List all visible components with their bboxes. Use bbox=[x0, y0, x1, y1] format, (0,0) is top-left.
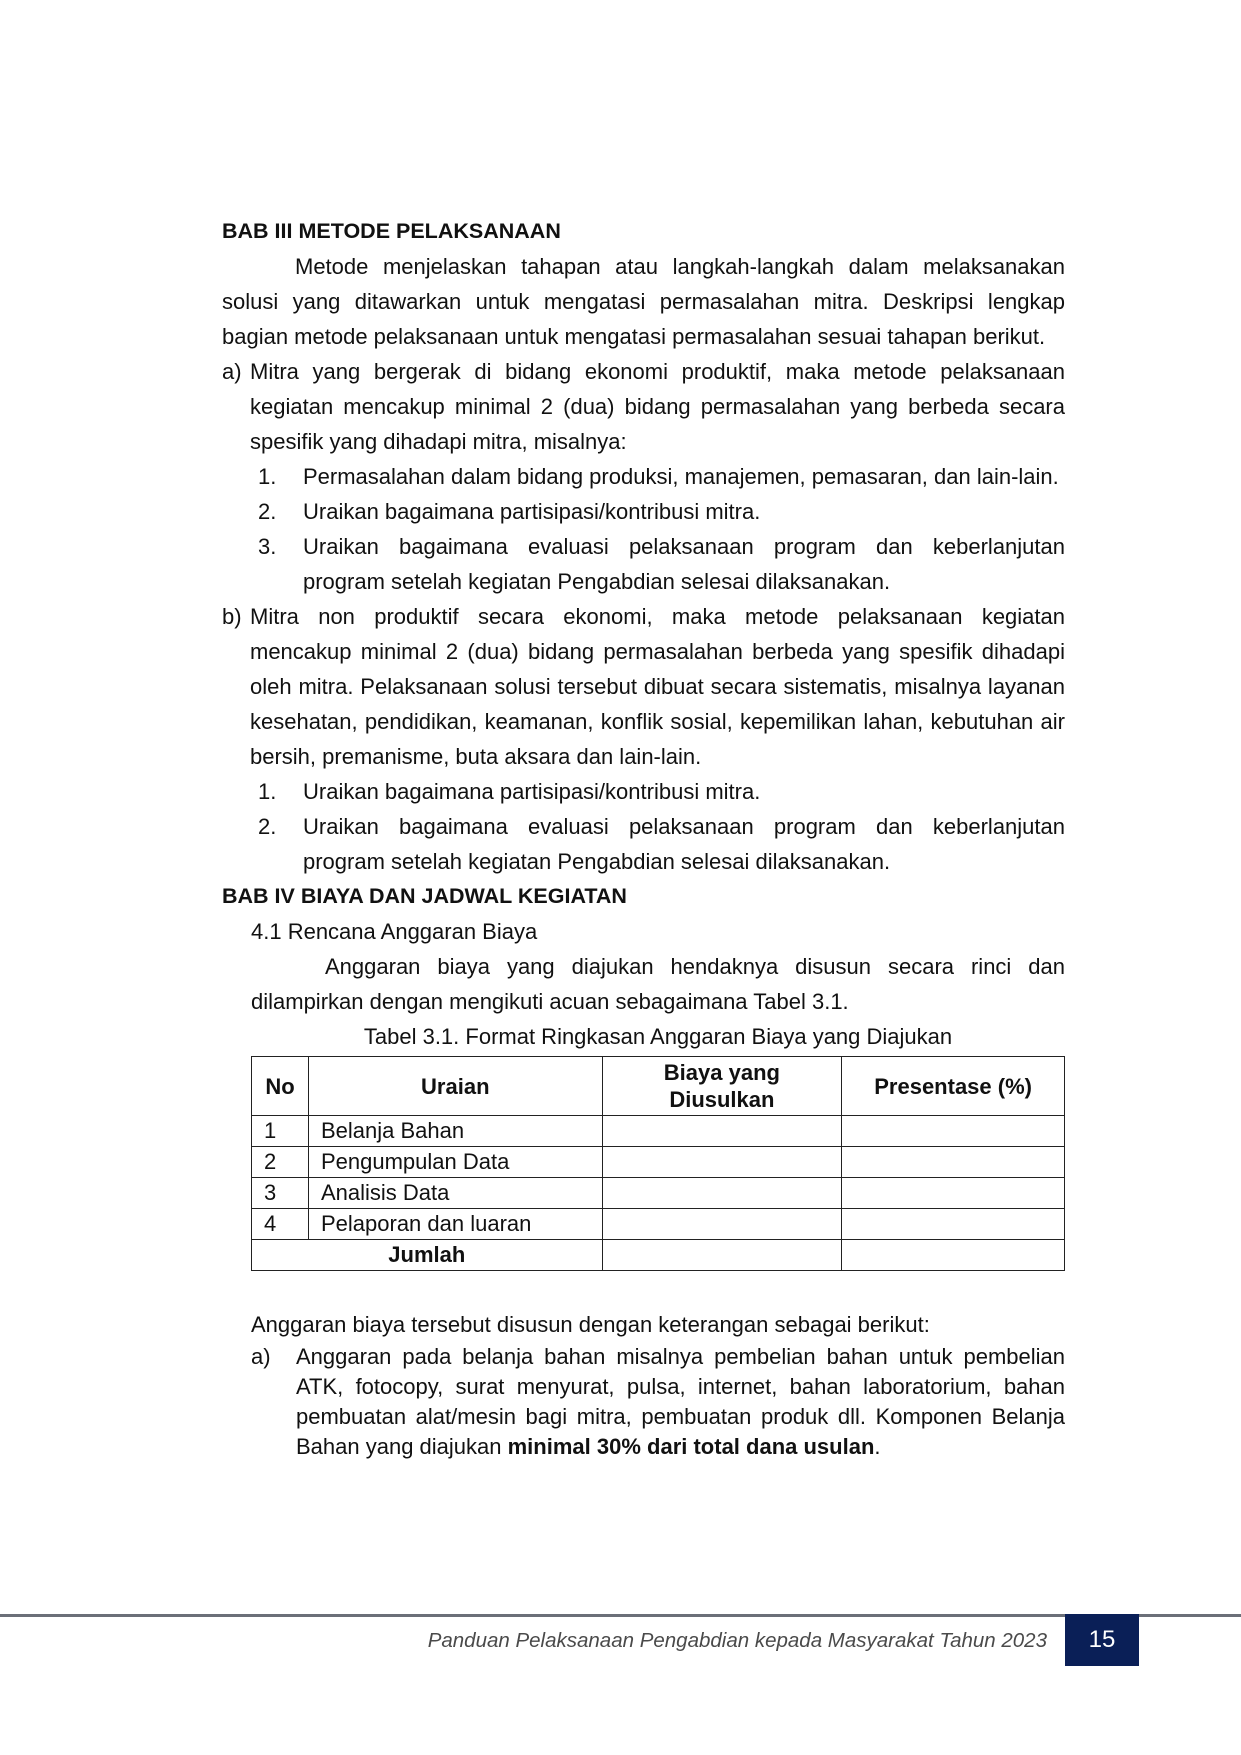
cell-total-biaya bbox=[602, 1240, 842, 1271]
cell-total-presentase bbox=[842, 1240, 1065, 1271]
list-marker: 3. bbox=[258, 534, 277, 559]
cell-uraian: Pengumpulan Data bbox=[308, 1147, 602, 1178]
bab3-item-a bbox=[222, 354, 1065, 459]
table-header-row bbox=[252, 1057, 1065, 1116]
header-presentase: Presentase (%) bbox=[842, 1057, 1065, 1116]
table-row bbox=[252, 1178, 1065, 1209]
cell-presentase bbox=[842, 1178, 1065, 1209]
list-text: Uraikan bagaimana evaluasi pelaksanaan program dan keberlanjutan program setelah kegiatan Pengabdian selesai dilaksanakan. bbox=[303, 814, 1065, 874]
list-marker: a) bbox=[251, 1344, 271, 1369]
bab4-subtitle: 4.1 Rencana Anggaran Biaya bbox=[251, 919, 538, 944]
header-biaya: Biaya yang Diusulkan bbox=[602, 1057, 842, 1116]
list-text bbox=[296, 1342, 1065, 1462]
list-marker: b) bbox=[222, 604, 242, 629]
list-text-end: . bbox=[874, 1434, 881, 1459]
list-text: Uraikan bagaimana partisipasi/kontribusi mitra. bbox=[303, 499, 761, 524]
list-text: Uraikan bagaimana partisipasi/kontribusi mitra. bbox=[303, 779, 761, 804]
footer-divider bbox=[0, 1614, 1241, 1617]
cell-presentase bbox=[842, 1116, 1065, 1147]
table-row bbox=[252, 1147, 1065, 1178]
cell-uraian: Pelaporan dan luaran bbox=[308, 1209, 602, 1240]
cell-biaya bbox=[602, 1209, 842, 1240]
cell-no: 2 bbox=[252, 1147, 309, 1178]
list-text: Mitra non produktif secara ekonomi, maka metode pelaksanaan kegiatan mencakup minimal 2 (dua) bidang permasalahan berbeda yang spesifik dihadapi oleh mitra. Pelaksanaan solusi tersebut dibuat secara sistematis, misalnya layanan kesehatan, pendidikan, keamanan, konflik sosial, kepemilikan lahan, kebutuhan air bersih, premanisme, buta aksara dan lain-lain. bbox=[250, 604, 1065, 769]
list-text-bold: minimal 30% dari total dana usulan bbox=[507, 1434, 875, 1459]
bab3-heading: BAB III METODE PELAKSANAAN bbox=[222, 219, 561, 243]
cell-presentase bbox=[842, 1209, 1065, 1240]
cell-uraian: Belanja Bahan bbox=[308, 1116, 602, 1147]
table-row bbox=[252, 1209, 1065, 1240]
cell-uraian: Analisis Data bbox=[308, 1178, 602, 1209]
bab4-item-a bbox=[222, 1342, 1065, 1462]
bab4-intro-text: Anggaran biaya yang diajukan hendaknya disusun secara rinci dan dilampirkan dengan mengikuti acuan sebagaimana Tabel 3.1. bbox=[251, 954, 1065, 1014]
table-row bbox=[252, 1116, 1065, 1147]
bab3-b-item-1 bbox=[222, 774, 1065, 809]
cell-presentase bbox=[842, 1147, 1065, 1178]
bab3-a-item-1 bbox=[222, 459, 1065, 494]
bab4-heading: BAB IV BIAYA DAN JADWAL KEGIATAN bbox=[222, 884, 627, 908]
list-text-start: Anggaran pada belanja bahan misalnya pembelian bahan untuk pembelian ATK, fotocopy, surat menyurat, pulsa, internet, bahan laboratorium, bahan pembuatan alat/mesin bagi mitra, pembuatan produk dll. Komponen Belanja Bahan yang diajukan bbox=[296, 1344, 1065, 1459]
bab3-b-item-2 bbox=[222, 809, 1065, 879]
table-caption: Tabel 3.1. Format Ringkasan Anggaran Biaya yang Diajukan bbox=[363, 1024, 953, 1049]
list-marker: 1. bbox=[258, 779, 277, 804]
cell-no: 4 bbox=[252, 1209, 309, 1240]
list-marker: 2. bbox=[258, 814, 277, 839]
cell-no: 1 bbox=[252, 1116, 309, 1147]
bab3-a-item-2 bbox=[222, 494, 1065, 529]
footer-title: Panduan Pelaksanaan Pengabdian kepada Masyarakat Tahun 2023 bbox=[427, 1629, 1047, 1652]
budget-table bbox=[251, 1056, 1065, 1271]
bab4-intro bbox=[222, 949, 1065, 1019]
cell-biaya bbox=[602, 1116, 842, 1147]
table-total-row bbox=[252, 1240, 1065, 1271]
list-marker: 2. bbox=[258, 499, 277, 524]
cell-total-label: Jumlah bbox=[252, 1240, 603, 1271]
page-number: 15 bbox=[1065, 1614, 1139, 1666]
header-no: No bbox=[252, 1057, 309, 1116]
after-table-text: Anggaran biaya tersebut disusun dengan keterangan sebagai berikut: bbox=[251, 1312, 930, 1337]
cell-biaya bbox=[602, 1178, 842, 1209]
list-marker: 1. bbox=[258, 464, 277, 489]
list-text: Uraikan bagaimana evaluasi pelaksanaan program dan keberlanjutan program setelah kegiatan Pengabdian selesai dilaksanakan. bbox=[303, 534, 1065, 594]
document-body bbox=[222, 214, 1065, 1462]
header-uraian: Uraian bbox=[308, 1057, 602, 1116]
bab3-intro: Metode menjelaskan tahapan atau langkah-langkah dalam melaksanakan solusi yang ditawarkan untuk mengatasi permasalahan mitra. Deskripsi lengkap bagian metode pelaksanaan untuk mengatasi permasalahan sesuai tahapan berikut. bbox=[222, 254, 1065, 349]
bab3-item-b bbox=[222, 599, 1065, 774]
bab3-a-item-3 bbox=[222, 529, 1065, 599]
cell-biaya bbox=[602, 1147, 842, 1178]
list-text: Mitra yang bergerak di bidang ekonomi produktif, maka metode pelaksanaan kegiatan mencakup minimal 2 (dua) bidang permasalahan yang berbeda secara spesifik yang dihadapi mitra, misalnya: bbox=[250, 359, 1065, 454]
cell-no: 3 bbox=[252, 1178, 309, 1209]
list-text: Permasalahan dalam bidang produksi, manajemen, pemasaran, dan lain-lain. bbox=[303, 464, 1059, 489]
list-marker: a) bbox=[222, 359, 242, 384]
